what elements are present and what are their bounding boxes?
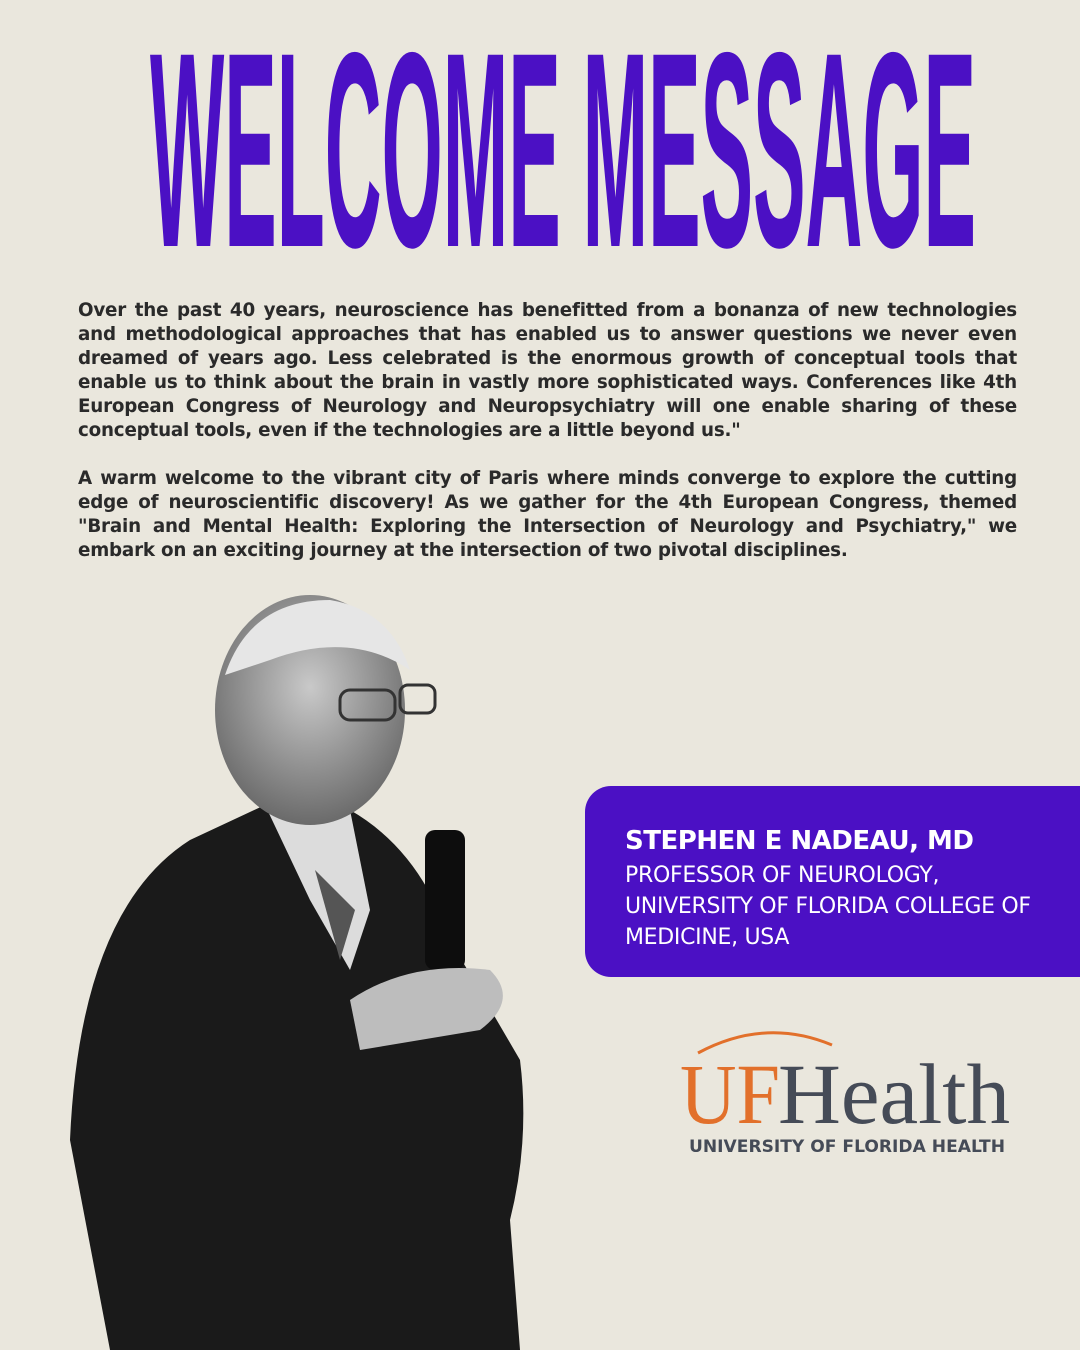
intro-paragraph: Over the past 40 years, neuroscience has benefitted from a bonanza of new technologies and methodological approaches that has enabled us to answer questions we never even dreamed of years ago. Less celebrated is the enormous growth of conceptual tools that enable us to think about the brain in vastly more sophisticated ways. Conferences like 4th European Congress of Neurology and Neuropsychiatry will one enable sharing of these conceptual tools, even if the technologies are a little beyond us." xyxy=(78,300,1017,441)
speaker-name: STEPHEN E NADEAU, MD xyxy=(625,826,974,856)
logo-health: Health xyxy=(778,1046,1010,1142)
logo-arc-icon xyxy=(680,1025,1020,1165)
speaker-role: PROFESSOR OF NEUROLOGY, UNIVERSITY OF FLORIDA COLLEGE OF MEDICINE, USA xyxy=(625,863,1031,950)
page-title xyxy=(0,0,1080,270)
uf-health-logo xyxy=(680,1025,1020,1165)
title-text: WELCOME MESSAGE xyxy=(150,0,976,270)
speaker-photo xyxy=(50,580,570,1350)
welcome-paragraph: A warm welcome to the vibrant city of Paris where minds converge to explore the cutting edge of neuroscientific discovery! As we gather for the 4th European Congress, themed "Brain and Mental Health: Exploring the Intersection of Neurology and Psychiatry," we embark on an exciting journey at the intersection of two pivotal disciplines. xyxy=(78,468,1017,561)
logo-uf: UF xyxy=(680,1046,780,1142)
speaker-card xyxy=(585,786,1080,977)
logo-subtitle: UNIVERSITY OF FLORIDA HEALTH xyxy=(689,1137,1005,1157)
